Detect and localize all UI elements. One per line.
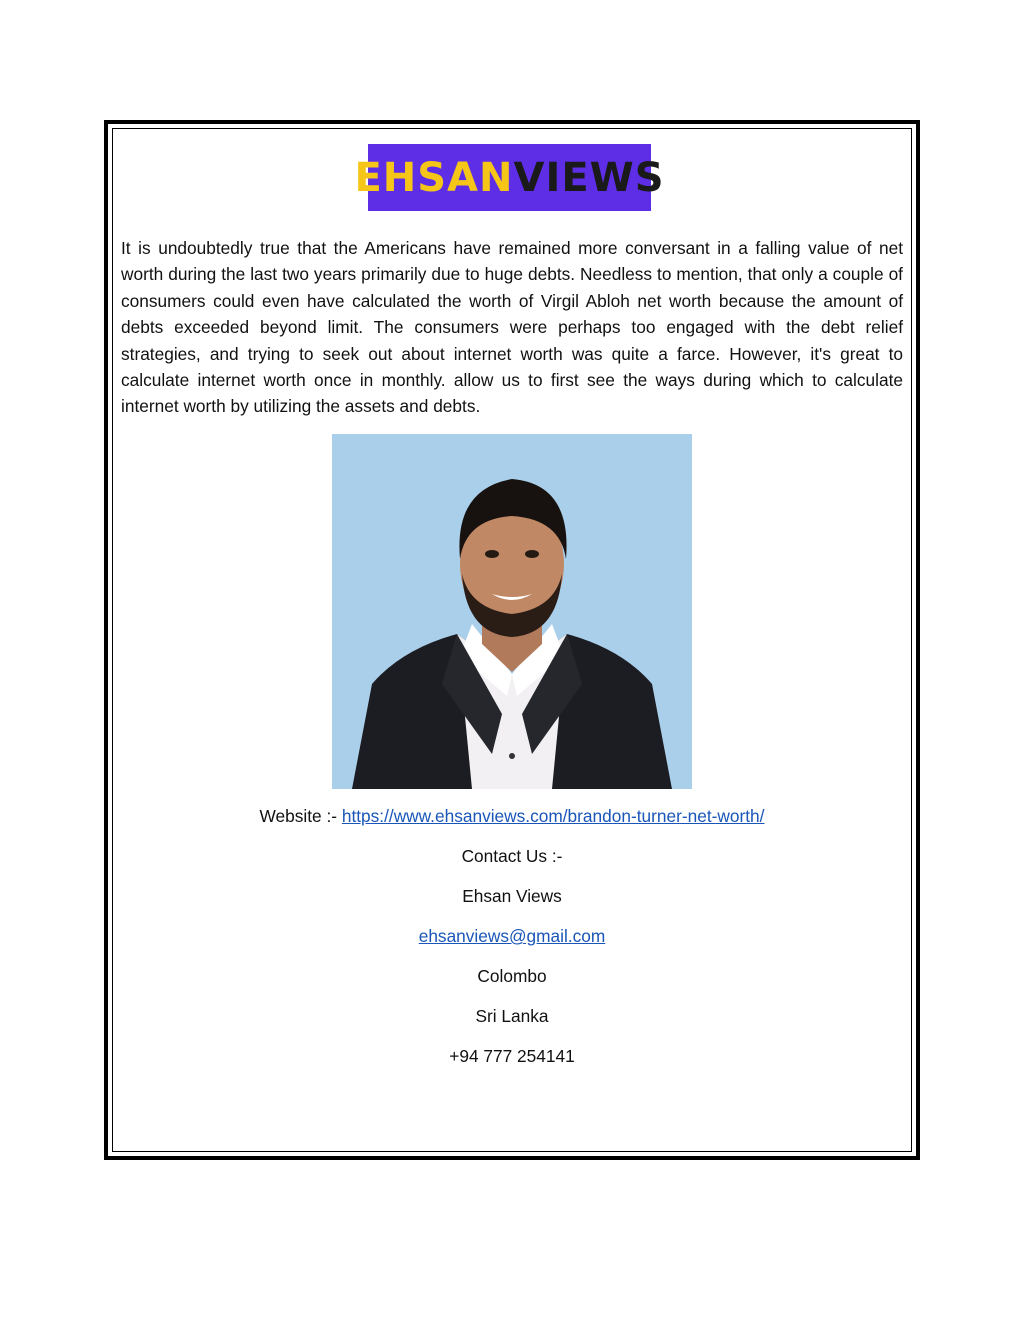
logo-text-ehsan: EHSAN xyxy=(354,154,514,201)
website-label: Website :- xyxy=(259,806,342,826)
contact-heading: Contact Us :- xyxy=(461,846,563,866)
website-line xyxy=(0,806,1024,827)
contact-phone: +94 777 254141 xyxy=(449,1046,575,1066)
contact-email-line xyxy=(0,926,1024,947)
ehsanviews-logo xyxy=(354,144,665,211)
website-link[interactable]: https://www.ehsanviews.com/brandon-turner-net-worth/ xyxy=(341,806,765,826)
logo-text-views: VIEWS xyxy=(513,154,665,201)
contact-country: Sri Lanka xyxy=(475,1006,549,1026)
contact-email-link[interactable]: ehsanviews@gmail.com xyxy=(418,926,606,946)
contact-city: Colombo xyxy=(477,966,547,986)
intro-paragraph: It is undoubtedly true that the Americans have remained more conversant in a falling value of net worth during the last two years primarily due to huge debts. Needless to mention, that only a couple of consumers could even have calculated the worth of Virgil Abloh net worth because the amount of debts exceeded beyond limit. The consumers were perhaps too engaged with the debt relief strategies, and trying to seek out about internet worth was quite a farce. However, it's great to calculate internet worth once in monthly. allow us to first see the ways during which to calculate internet worth by utilizing the assets and debts. xyxy=(121,238,903,417)
contact-name: Ehsan Views xyxy=(462,886,562,906)
profile-photo xyxy=(332,434,692,789)
